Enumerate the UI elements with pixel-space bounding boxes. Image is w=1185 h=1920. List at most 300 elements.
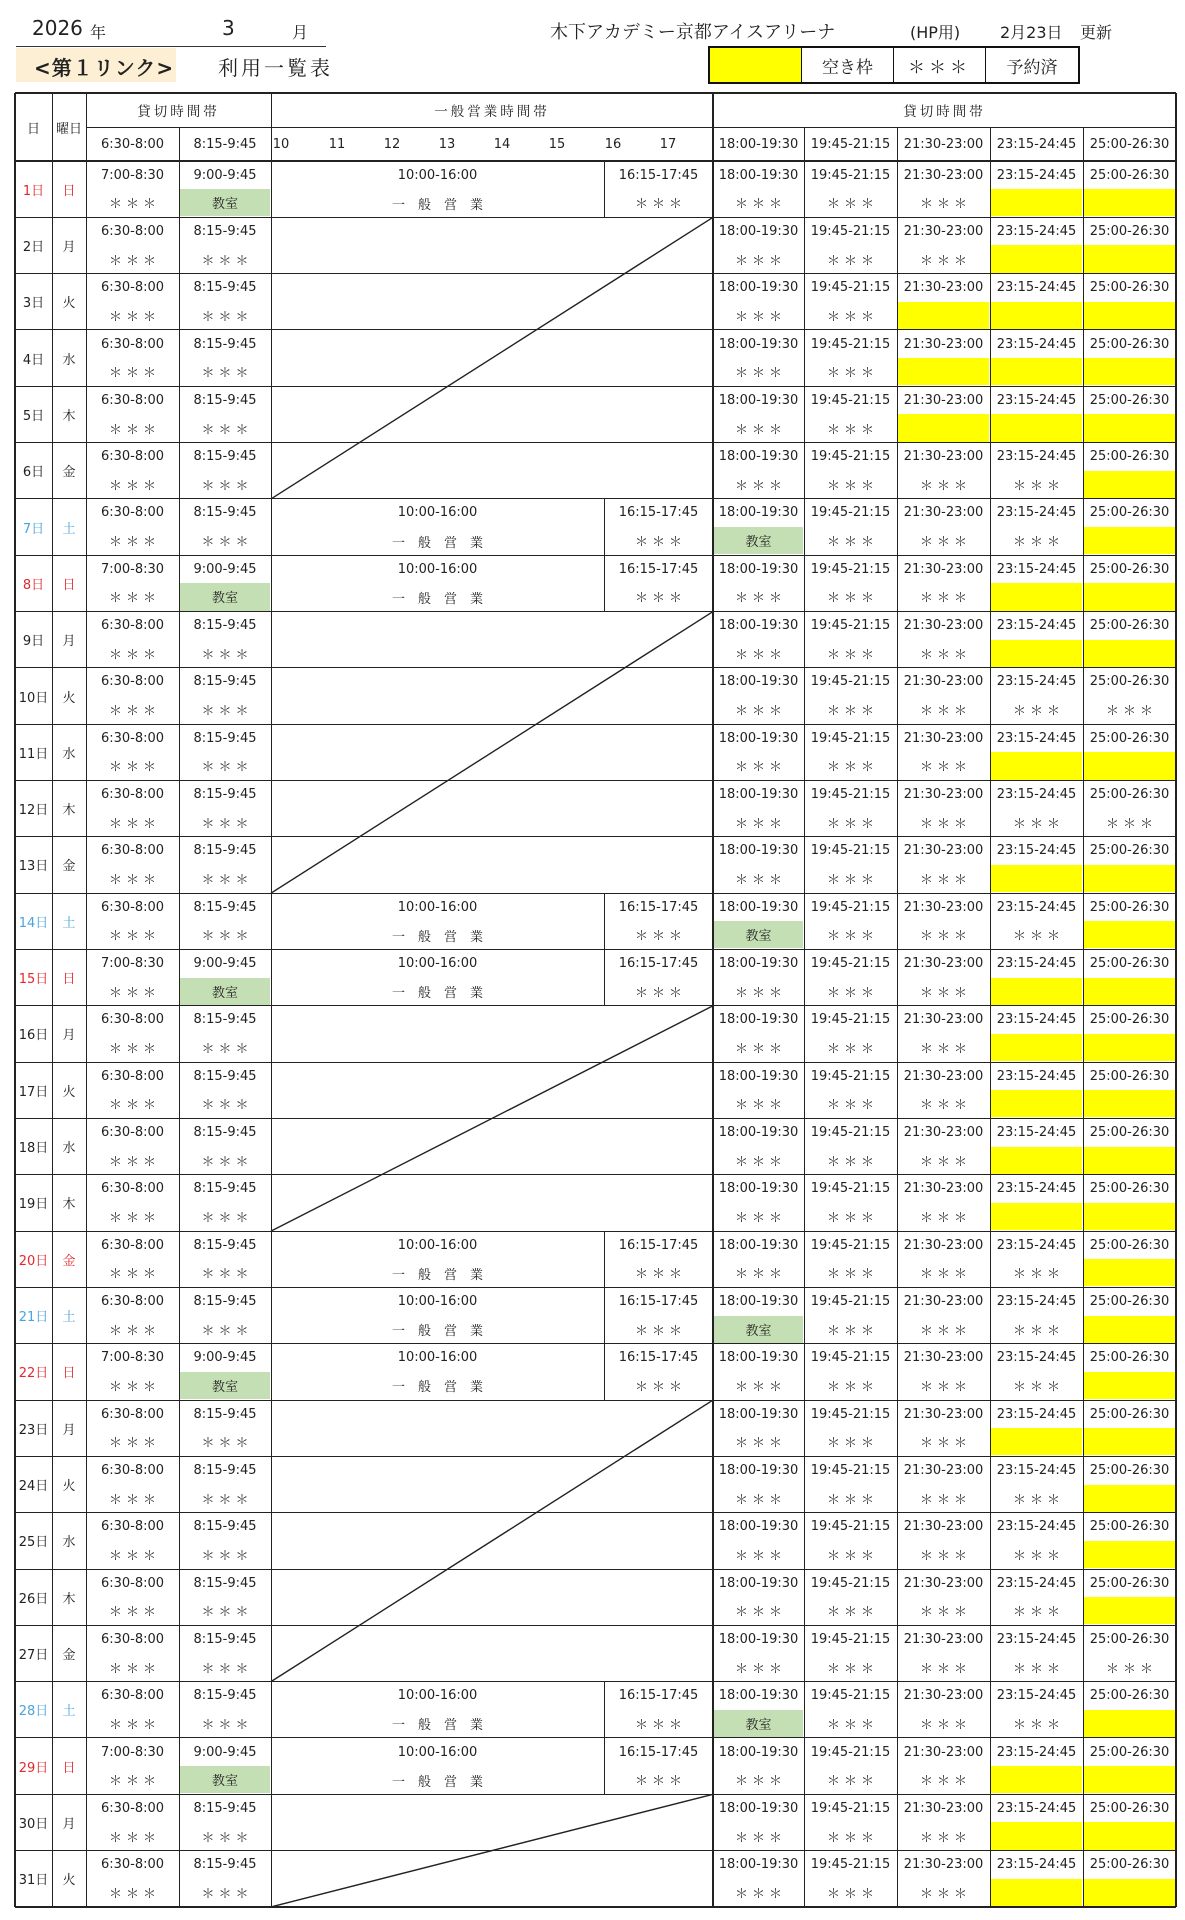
slot-time: 21:30-23:00 [903, 1406, 984, 1422]
slot-time: 16:15-17:45 [618, 1237, 699, 1253]
slot-time: 21:30-23:00 [903, 1181, 984, 1197]
weekday-cell: 金 [62, 1647, 76, 1663]
slot-classroom: 教室 [714, 1316, 803, 1343]
slot-reserved: ＊＊＊ [1012, 1661, 1064, 1677]
legend-vacant-label: 空き枠 [802, 48, 894, 82]
slot-reserved: ＊＊＊ [826, 1323, 878, 1339]
slot-reserved: ＊＊＊ [108, 309, 160, 325]
slot-time: 8:15-9:45 [193, 1462, 257, 1478]
slot-time: 6:30-8:00 [100, 618, 165, 634]
slot-reserved: ＊＊＊ [108, 704, 160, 720]
slot-time: 8:15-9:45 [193, 280, 257, 296]
header-hour-13: 13 [438, 136, 456, 152]
slot-time: 6:30-8:00 [100, 1293, 165, 1309]
slot-time: 21:30-23:00 [903, 1800, 984, 1816]
slot-time: 16:15-17:45 [618, 167, 699, 183]
slot-reserved: ＊＊＊ [108, 873, 160, 889]
header-hour-11: 11 [328, 136, 346, 152]
slot-time: 23:15-24:45 [996, 1406, 1077, 1422]
slot-time: 18:00-19:30 [718, 449, 799, 465]
slot-reserved: ＊＊＊ [826, 1605, 878, 1621]
slot-reserved: ＊＊＊ [108, 1830, 160, 1846]
slot-time: 21:30-23:00 [903, 449, 984, 465]
day-cell: 22日 [18, 1366, 49, 1382]
slot-reserved: ＊＊＊ [1012, 535, 1064, 551]
slot-reserved: ＊＊＊ [201, 1267, 253, 1283]
header-hour-10: 10 [272, 136, 290, 152]
slot-reserved: ＊＊＊ [108, 1436, 160, 1452]
slot-reserved: ＊＊＊ [201, 1661, 253, 1677]
slot-time: 18:00-19:30 [718, 1800, 799, 1816]
slot-time: 8:15-9:45 [193, 1068, 257, 1084]
slot-reserved: ＊＊＊ [826, 309, 878, 325]
slot-time: 16:15-17:45 [618, 505, 699, 521]
slot-classroom: 教室 [714, 1710, 803, 1737]
slot-time: 19:45-21:15 [810, 956, 891, 972]
slot-reserved: ＊＊＊ [108, 816, 160, 832]
slot-reserved: ＊＊＊ [634, 591, 686, 607]
slot-time: 19:45-21:15 [810, 167, 891, 183]
day-cell: 13日 [18, 859, 49, 875]
slot-time: 21:30-23:00 [903, 730, 984, 746]
header-weekday: 曜日 [55, 121, 82, 137]
slot-time: 8:15-9:45 [193, 1857, 257, 1873]
slot-time: 25:00-26:30 [1089, 1519, 1170, 1535]
slot-time: 16:15-17:45 [618, 1350, 699, 1366]
slot-time: 25:00-26:30 [1089, 561, 1170, 577]
slot-time: 8:15-9:45 [193, 336, 257, 352]
day-cell: 21日 [18, 1310, 49, 1326]
slot-time: 8:15-9:45 [193, 223, 257, 239]
slot-reserved: ＊＊＊ [108, 591, 160, 607]
slot-time: 8:15-9:45 [193, 449, 257, 465]
slot-reserved: ＊＊＊ [1105, 816, 1157, 832]
slot-time: 6:30-8:00 [100, 1181, 165, 1197]
slot-time: 9:00-9:45 [193, 1350, 257, 1366]
slot-time: 23:15-24:45 [996, 505, 1077, 521]
slot-reserved: ＊＊＊ [826, 1717, 878, 1733]
slot-classroom: 教室 [180, 583, 270, 610]
slot-reserved: ＊＊＊ [734, 366, 786, 382]
slot-reserved: ＊＊＊ [108, 647, 160, 663]
general-session-time: 10:00-16:00 [397, 1293, 478, 1309]
slot-reserved: ＊＊＊ [108, 1098, 160, 1114]
weekday-cell: 月 [62, 1422, 76, 1438]
slot-reserved: ＊＊＊ [108, 1210, 160, 1226]
day-cell: 31日 [18, 1873, 49, 1889]
general-session-label: 一 般 営 業 [391, 591, 483, 607]
updated-date: 2月23日 [1000, 23, 1063, 42]
slot-reserved: ＊＊＊ [826, 591, 878, 607]
slot-time: 8:15-9:45 [193, 899, 257, 915]
weekday-cell: 水 [62, 746, 76, 762]
slot-time: 23:15-24:45 [996, 392, 1077, 408]
slot-reserved: ＊＊＊ [201, 647, 253, 663]
slot-reserved: ＊＊＊ [108, 253, 160, 269]
slot-reserved: ＊＊＊ [919, 1661, 971, 1677]
slot-time: 25:00-26:30 [1089, 336, 1170, 352]
page-title: 利用一覧表 [218, 56, 333, 80]
slot-time: 23:15-24:45 [996, 561, 1077, 577]
slot-time: 23:15-24:45 [996, 1575, 1077, 1591]
slot-reserved: ＊＊＊ [919, 1830, 971, 1846]
day-cell: 1日 [22, 183, 45, 199]
slot-time: 25:00-26:30 [1089, 280, 1170, 296]
slot-time: 25:00-26:30 [1089, 1350, 1170, 1366]
slot-reserved: ＊＊＊ [634, 929, 686, 945]
slot-time: 8:15-9:45 [193, 1688, 257, 1704]
weekday-cell: 火 [62, 690, 76, 706]
slot-time: 23:15-24:45 [996, 1012, 1077, 1028]
slot-time: 21:30-23:00 [903, 618, 984, 634]
year: 2026 [32, 16, 83, 40]
slot-reserved: ＊＊＊ [201, 1098, 253, 1114]
slot-reserved: ＊＊＊ [826, 1774, 878, 1790]
slot-time: 23:15-24:45 [996, 899, 1077, 915]
slot-reserved: ＊＊＊ [1012, 1605, 1064, 1621]
slot-time: 9:00-9:45 [193, 561, 257, 577]
slot-time: 23:15-24:45 [996, 449, 1077, 465]
slot-reserved: ＊＊＊ [826, 1379, 878, 1395]
header-pm-slot-2: 19:45-21:15 [810, 136, 891, 152]
slot-reserved: ＊＊＊ [201, 1886, 253, 1902]
slot-time: 21:30-23:00 [903, 561, 984, 577]
slot-classroom: 教室 [180, 1372, 270, 1399]
slot-time: 21:30-23:00 [903, 336, 984, 352]
slot-reserved: ＊＊＊ [919, 1267, 971, 1283]
closed-diagonal [271, 1006, 713, 1231]
slot-time: 19:45-21:15 [810, 1181, 891, 1197]
slot-time: 6:30-8:00 [100, 280, 165, 296]
slot-reserved: ＊＊＊ [734, 647, 786, 663]
slot-reserved: ＊＊＊ [108, 929, 160, 945]
slot-time: 18:00-19:30 [718, 1012, 799, 1028]
slot-reserved: ＊＊＊ [919, 1042, 971, 1058]
slot-reserved: ＊＊＊ [108, 1492, 160, 1508]
day-cell: 14日 [18, 915, 49, 931]
slot-time: 18:00-19:30 [718, 1744, 799, 1760]
slot-time: 16:15-17:45 [618, 1293, 699, 1309]
header-day: 日 [26, 121, 40, 137]
slot-time: 16:15-17:45 [618, 899, 699, 915]
weekday-cell: 金 [62, 465, 76, 481]
updated-label: 更新 [1080, 23, 1113, 42]
slot-time: 6:30-8:00 [100, 1406, 165, 1422]
weekday-cell: 火 [62, 1084, 76, 1100]
slot-time: 18:00-19:30 [718, 1350, 799, 1366]
slot-time: 8:15-9:45 [193, 1575, 257, 1591]
slot-reserved: ＊＊＊ [1012, 1323, 1064, 1339]
slot-time: 25:00-26:30 [1089, 730, 1170, 746]
slot-reserved: ＊＊＊ [919, 1548, 971, 1564]
slot-reserved: ＊＊＊ [734, 422, 786, 438]
slot-time: 19:45-21:15 [810, 449, 891, 465]
header-hour-15: 15 [548, 136, 566, 152]
slot-classroom: 教室 [180, 1766, 270, 1793]
slot-time: 18:00-19:30 [718, 674, 799, 690]
day-cell: 17日 [18, 1084, 49, 1100]
slot-reserved: ＊＊＊ [826, 760, 878, 776]
slot-time: 18:00-19:30 [718, 1237, 799, 1253]
slot-time: 6:30-8:00 [100, 1068, 165, 1084]
weekday-cell: 水 [62, 352, 76, 368]
slot-time: 25:00-26:30 [1089, 956, 1170, 972]
slot-reserved: ＊＊＊ [201, 1210, 253, 1226]
slot-time: 19:45-21:15 [810, 1688, 891, 1704]
slot-time: 6:30-8:00 [100, 787, 165, 803]
slot-time: 18:00-19:30 [718, 730, 799, 746]
slot-time: 23:15-24:45 [996, 280, 1077, 296]
slot-time: 19:45-21:15 [810, 787, 891, 803]
slot-time: 23:15-24:45 [996, 1519, 1077, 1535]
slot-reserved: ＊＊＊ [734, 253, 786, 269]
slot-time: 21:30-23:00 [903, 1857, 984, 1873]
hp-note: (HP用) [910, 23, 961, 42]
slot-time: 18:00-19:30 [718, 1068, 799, 1084]
slot-time: 19:45-21:15 [810, 561, 891, 577]
slot-reserved: ＊＊＊ [919, 985, 971, 1001]
slot-classroom: 教室 [180, 189, 270, 216]
general-session-label: 一 般 営 業 [391, 1324, 483, 1340]
slot-time: 23:15-24:45 [996, 618, 1077, 634]
slot-time: 6:30-8:00 [100, 1125, 165, 1141]
slot-reserved: ＊＊＊ [919, 478, 971, 494]
slot-time: 16:15-17:45 [618, 1744, 699, 1760]
slot-reserved: ＊＊＊ [919, 647, 971, 663]
slot-time: 23:15-24:45 [996, 1293, 1077, 1309]
slot-time: 21:30-23:00 [903, 505, 984, 521]
weekday-cell: 土 [62, 915, 76, 931]
slot-reserved: ＊＊＊ [1012, 704, 1064, 720]
year-unit: 年 [90, 23, 107, 42]
slot-reserved: ＊＊＊ [108, 1323, 160, 1339]
slot-time: 6:30-8:00 [100, 674, 165, 690]
slot-reserved: ＊＊＊ [201, 1492, 253, 1508]
day-cell: 15日 [18, 972, 49, 988]
slot-time: 18:00-19:30 [718, 618, 799, 634]
day-cell: 25日 [18, 1535, 49, 1551]
slot-reserved: ＊＊＊ [734, 197, 786, 213]
slot-reserved: ＊＊＊ [1105, 1661, 1157, 1677]
slot-reserved: ＊＊＊ [108, 1661, 160, 1677]
slot-time: 6:30-8:00 [100, 843, 165, 859]
weekday-cell: 月 [62, 1028, 76, 1044]
slot-time: 23:15-24:45 [996, 1688, 1077, 1704]
slot-time: 19:45-21:15 [810, 1519, 891, 1535]
slot-reserved: ＊＊＊ [634, 985, 686, 1001]
slot-reserved: ＊＊＊ [826, 366, 878, 382]
slot-time: 25:00-26:30 [1089, 1406, 1170, 1422]
slot-time: 6:30-8:00 [100, 336, 165, 352]
slot-reserved: ＊＊＊ [826, 535, 878, 551]
slot-time: 18:00-19:30 [718, 336, 799, 352]
slot-time: 19:45-21:15 [810, 843, 891, 859]
slot-reserved: ＊＊＊ [826, 1830, 878, 1846]
day-cell: 12日 [18, 803, 49, 819]
slot-reserved: ＊＊＊ [634, 1379, 686, 1395]
slot-time: 25:00-26:30 [1089, 1688, 1170, 1704]
slot-reserved: ＊＊＊ [108, 1267, 160, 1283]
slot-time: 9:00-9:45 [193, 167, 257, 183]
slot-time: 21:30-23:00 [903, 787, 984, 803]
slot-reserved: ＊＊＊ [826, 197, 878, 213]
day-cell: 5日 [22, 408, 45, 424]
slot-reserved: ＊＊＊ [826, 422, 878, 438]
slot-reserved: ＊＊＊ [201, 422, 253, 438]
day-cell: 4日 [22, 352, 45, 368]
slot-time: 25:00-26:30 [1089, 1293, 1170, 1309]
slot-time: 25:00-26:30 [1089, 1857, 1170, 1873]
slot-time: 8:15-9:45 [193, 1125, 257, 1141]
day-cell: 11日 [18, 746, 49, 762]
slot-reserved: ＊＊＊ [108, 1379, 160, 1395]
weekday-cell: 金 [62, 1253, 76, 1269]
slot-time: 6:30-8:00 [100, 1631, 165, 1647]
slot-time: 25:00-26:30 [1089, 167, 1170, 183]
slot-time: 19:45-21:15 [810, 1631, 891, 1647]
weekday-cell: 土 [62, 1704, 76, 1720]
weekday-cell: 土 [62, 1310, 76, 1326]
slot-time: 25:00-26:30 [1089, 1744, 1170, 1760]
general-session-time: 10:00-16:00 [397, 899, 478, 915]
slot-time: 19:45-21:15 [810, 730, 891, 746]
weekday-cell: 木 [62, 1197, 76, 1213]
slot-reserved: ＊＊＊ [919, 1098, 971, 1114]
general-session-label: 一 般 営 業 [391, 1774, 483, 1790]
slot-time: 25:00-26:30 [1089, 787, 1170, 803]
slot-reserved: ＊＊＊ [826, 253, 878, 269]
slot-reserved: ＊＊＊ [734, 1492, 786, 1508]
slot-time: 18:00-19:30 [718, 392, 799, 408]
slot-reserved: ＊＊＊ [919, 1379, 971, 1395]
weekday-cell: 水 [62, 1535, 76, 1551]
slot-classroom: 教室 [714, 527, 803, 554]
day-cell: 6日 [22, 465, 45, 481]
slot-reserved: ＊＊＊ [734, 1379, 786, 1395]
weekday-cell: 月 [62, 1816, 76, 1832]
slot-time: 19:45-21:15 [810, 674, 891, 690]
slot-reserved: ＊＊＊ [734, 816, 786, 832]
slot-reserved: ＊＊＊ [201, 1154, 253, 1170]
general-session-label: 一 般 営 業 [391, 929, 483, 945]
day-cell: 16日 [18, 1028, 49, 1044]
slot-time: 19:45-21:15 [810, 1744, 891, 1760]
header-hour-14: 14 [493, 136, 511, 152]
slot-time: 23:15-24:45 [996, 1237, 1077, 1253]
slot-reserved: ＊＊＊ [1012, 1492, 1064, 1508]
slot-reserved: ＊＊＊ [1012, 816, 1064, 832]
slot-time: 25:00-26:30 [1089, 1237, 1170, 1253]
closed-diagonal [271, 1794, 713, 1907]
slot-time: 16:15-17:45 [618, 956, 699, 972]
slot-time: 18:00-19:30 [718, 1125, 799, 1141]
day-cell: 30日 [18, 1816, 49, 1832]
slot-reserved: ＊＊＊ [1012, 1548, 1064, 1564]
weekday-cell: 月 [62, 239, 76, 255]
general-session-label: 一 般 営 業 [391, 1380, 483, 1396]
slot-reserved: ＊＊＊ [734, 1830, 786, 1846]
slot-reserved: ＊＊＊ [734, 1605, 786, 1621]
slot-time: 19:45-21:15 [810, 392, 891, 408]
header-charter-am: 貸切時間帯 [137, 104, 220, 120]
slot-time: 23:15-24:45 [996, 1744, 1077, 1760]
slot-time: 25:00-26:30 [1089, 1575, 1170, 1591]
slot-reserved: ＊＊＊ [734, 1886, 786, 1902]
weekday-cell: 火 [62, 1873, 76, 1889]
slot-reserved: ＊＊＊ [108, 1548, 160, 1564]
slot-reserved: ＊＊＊ [108, 535, 160, 551]
general-session-label: 一 般 営 業 [391, 197, 483, 213]
day-cell: 8日 [22, 577, 45, 593]
slot-time: 8:15-9:45 [193, 787, 257, 803]
slot-reserved: ＊＊＊ [108, 197, 160, 213]
general-session-label: 一 般 営 業 [391, 1718, 483, 1734]
day-cell: 28日 [18, 1704, 49, 1720]
slot-reserved: ＊＊＊ [201, 478, 253, 494]
header-charter-pm: 貸切時間帯 [903, 104, 986, 120]
slot-time: 6:30-8:00 [100, 1462, 165, 1478]
slot-reserved: ＊＊＊ [108, 760, 160, 776]
slot-time: 18:00-19:30 [718, 280, 799, 296]
day-cell: 10日 [18, 690, 49, 706]
slot-reserved: ＊＊＊ [734, 1436, 786, 1452]
slot-time: 23:15-24:45 [996, 1631, 1077, 1647]
slot-reserved: ＊＊＊ [634, 197, 686, 213]
slot-reserved: ＊＊＊ [201, 1605, 253, 1621]
header-pm-slot-5: 25:00-26:30 [1089, 136, 1170, 152]
slot-time: 9:00-9:45 [193, 956, 257, 972]
slot-time: 21:30-23:00 [903, 1744, 984, 1760]
slot-time: 25:00-26:30 [1089, 1631, 1170, 1647]
slot-reserved: ＊＊＊ [734, 478, 786, 494]
general-session-time: 10:00-16:00 [397, 561, 478, 577]
legend-reserved-mark: ＊＊＊ [894, 48, 986, 82]
slot-time: 8:15-9:45 [193, 1012, 257, 1028]
slot-reserved: ＊＊＊ [919, 929, 971, 945]
slot-reserved: ＊＊＊ [201, 535, 253, 551]
slot-time: 6:30-8:00 [100, 1688, 165, 1704]
slot-time: 21:30-23:00 [903, 280, 984, 296]
slot-reserved: ＊＊＊ [1012, 929, 1064, 945]
header-am-slot-2: 8:15-9:45 [193, 136, 257, 152]
slot-reserved: ＊＊＊ [734, 704, 786, 720]
day-cell: 9日 [22, 634, 45, 650]
day-cell: 23日 [18, 1422, 49, 1438]
slot-reserved: ＊＊＊ [826, 873, 878, 889]
slot-reserved: ＊＊＊ [634, 1774, 686, 1790]
header-hour-16: 16 [604, 136, 622, 152]
slot-reserved: ＊＊＊ [919, 704, 971, 720]
header-pm-slot-4: 23:15-24:45 [996, 136, 1077, 152]
slot-time: 21:30-23:00 [903, 1237, 984, 1253]
slot-time: 6:30-8:00 [100, 730, 165, 746]
slot-time: 19:45-21:15 [810, 1293, 891, 1309]
weekday-cell: 日 [62, 972, 76, 988]
weekday-cell: 日 [62, 183, 76, 199]
weekday-cell: 水 [62, 1141, 76, 1157]
slot-time: 23:15-24:45 [996, 1857, 1077, 1873]
slot-reserved: ＊＊＊ [826, 647, 878, 663]
slot-reserved: ＊＊＊ [826, 1210, 878, 1226]
weekday-cell: 木 [62, 803, 76, 819]
slot-time: 19:45-21:15 [810, 223, 891, 239]
slot-time: 19:45-21:15 [810, 1857, 891, 1873]
slot-reserved: ＊＊＊ [108, 1717, 160, 1733]
slot-time: 23:15-24:45 [996, 787, 1077, 803]
slot-reserved: ＊＊＊ [634, 1717, 686, 1733]
day-cell: 18日 [18, 1141, 49, 1157]
slot-time: 6:30-8:00 [100, 1857, 165, 1873]
